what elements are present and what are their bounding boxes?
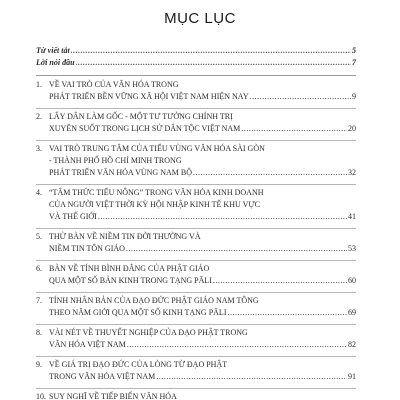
toc-entry-title-line: VỀ VAI TRÒ CỦA VĂN HÓA TRONG xyxy=(49,80,179,89)
dot-leader xyxy=(156,373,347,381)
toc-entry[interactable] xyxy=(36,297,356,325)
toc-entry-page: 69 xyxy=(348,308,356,317)
dot-leader xyxy=(227,309,347,317)
toc-entry-title-line: QUA MỘT SỐ BẢN KINH TRONG TẠNG PĀLI xyxy=(49,276,212,285)
toc-entry-page: 53 xyxy=(348,244,356,253)
toc-entry-page: 32 xyxy=(348,168,356,177)
front-matter xyxy=(36,47,356,76)
toc-entry[interactable] xyxy=(36,265,356,293)
toc-front-item-preface[interactable] xyxy=(36,59,356,71)
toc-entry-page: 41 xyxy=(348,212,356,221)
toc-entry-title-line: VỀ GIÁ TRỊ ĐẠO ĐỨC CỦA LÒNG TỪ ĐẠO PHẬT xyxy=(49,360,228,369)
toc-entry-title-line: SUY NGHĨ VỀ TIẾP BIẾN VĂN HÓA xyxy=(49,392,177,400)
dot-leader xyxy=(76,59,351,67)
toc-entry-number: 9. xyxy=(36,360,42,369)
toc-entry-page: 91 xyxy=(348,372,356,381)
toc-entry-title-line: THỬ BÀN VỀ NIỀM TIN ĐỜI THƯỜNG VÀ xyxy=(49,232,201,241)
toc-entry-number: 8. xyxy=(36,328,42,337)
toc-entry[interactable] xyxy=(36,361,356,389)
toc-entry-title-line: CỦA NGƯỜI VIỆT THỜI KỲ HỘI NHẬP KINH TẾ KHU VỰC xyxy=(49,200,260,209)
table-of-contents xyxy=(36,47,356,400)
toc-entry[interactable] xyxy=(36,329,356,357)
toc-entry-number: 10. xyxy=(36,392,46,400)
toc-entry-number: 4. xyxy=(36,188,42,197)
page-title: MỤC LỤC xyxy=(164,10,236,27)
toc-entry-title-line: TRONG VĂN HÓA VIỆT NAM xyxy=(49,372,156,381)
dot-leader xyxy=(71,47,351,55)
toc-entry-title-line: VAI TRÒ TRUNG TÂM CỦA TIỂU VÙNG VĂN HÓA SÀI GÒN xyxy=(49,144,265,153)
toc-entry[interactable] xyxy=(36,145,356,185)
toc-entry-number: 6. xyxy=(36,264,42,273)
dot-leader xyxy=(241,125,347,133)
toc-entry-title-line: - THÀNH PHỐ HỒ CHÍ MINH TRONG xyxy=(49,156,182,165)
dot-leader xyxy=(98,213,347,221)
toc-front-label: Lời nói đầu xyxy=(36,58,75,67)
toc-entry-title-line: TÍNH NHÂN BẢN CỦA ĐẠO ĐỨC PHẬT GIÁO NAM TÔNG xyxy=(49,296,259,305)
toc-entry[interactable] xyxy=(36,189,356,229)
toc-entry-number: 1. xyxy=(36,80,42,89)
toc-entry-page: 82 xyxy=(348,340,356,349)
dot-leader xyxy=(213,277,347,285)
toc-entry-number: 2. xyxy=(36,112,42,121)
toc-entry-title-line: XUYÊN SUỐT TRONG LỊCH SỬ DÂN TỘC VIỆT NAM xyxy=(49,124,241,133)
toc-front-page: 5 xyxy=(352,46,356,55)
toc-entry-title-line: “TÂM THỨC TIỂU NÔNG” TRONG VĂN HÓA KINH DOANH xyxy=(49,188,264,197)
toc-front-label: Từ viết tắt xyxy=(36,46,70,55)
toc-entry-title-line: VĂN HÓA VIỆT NAM xyxy=(49,340,126,349)
toc-entry-number: 5. xyxy=(36,232,42,241)
toc-entry-page: 60 xyxy=(348,276,356,285)
toc-entry-page: 9 xyxy=(352,92,356,101)
toc-entry-title-line: PHÁT TRIỂN VĂN HÓA VÙNG NAM BỘ xyxy=(49,168,192,177)
toc-entry-page: 20 xyxy=(348,124,356,133)
toc-front-item-abbreviations[interactable] xyxy=(36,47,356,59)
dot-leader xyxy=(193,169,347,177)
dot-leader xyxy=(126,245,347,253)
toc-entry-title-line: BÀN VỀ TÍNH BÌNH ĐẲNG CỦA PHẬT GIÁO xyxy=(49,264,210,273)
toc-entry-number: 7. xyxy=(36,296,42,305)
toc-entry-title-line: VÀI NÉT VỀ THUYẾT NGHIỆP CỦA ĐẠO PHẬT TRONG xyxy=(49,328,248,337)
dot-leader xyxy=(127,341,347,349)
toc-entry-title-line: VÀ THẾ GIỚI xyxy=(49,212,97,221)
toc-entry-number: 3. xyxy=(36,144,42,153)
toc-entry[interactable] xyxy=(36,393,356,400)
toc-entry[interactable] xyxy=(36,113,356,141)
dot-leader xyxy=(250,93,351,101)
toc-entry-title-line: LẤY DÂN LÀM GỐC - MỘT TƯ TƯỞNG CHÍNH TRỊ xyxy=(49,112,233,121)
toc-entry[interactable] xyxy=(36,81,356,109)
toc-entry-title-line: PHÁT TRIỂN BỀN VỮNG XÃ HỘI VIỆT NAM HIỆN NAY xyxy=(49,92,249,101)
toc-entry[interactable] xyxy=(36,233,356,261)
toc-entry-title-line: NIỀM TIN TÔN GIÁO xyxy=(49,244,125,253)
toc-entry-title-line: THEO NĂM GIỚI QUA MỘT SỐ KINH TẠNG PĀLI xyxy=(49,308,227,317)
toc-front-page: 7 xyxy=(352,58,356,67)
